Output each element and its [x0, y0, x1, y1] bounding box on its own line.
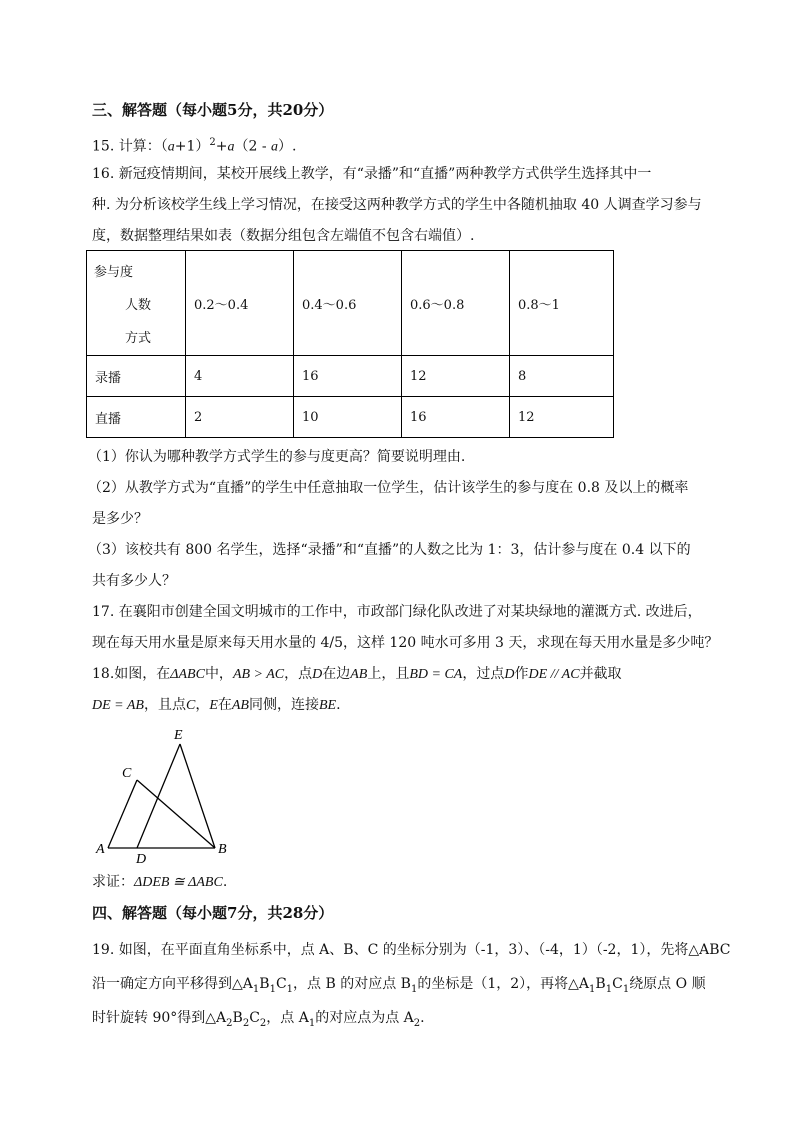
- row-label: 录播: [87, 356, 186, 397]
- col-header: 0.6～0.8: [402, 251, 510, 356]
- q18-text: ，过点: [462, 666, 505, 682]
- q18-text: 并截取: [579, 666, 622, 682]
- q18-point-d2: D: [504, 667, 515, 682]
- q17-line-2: 现在每天用水量是原来每天用水量的 4/5，这样 120 吨水可多用 3 天，求现在每天用水量是多少吨？: [92, 635, 719, 651]
- q16-sub-1: （1）你认为哪种教学方式学生的参与度更高？简要说明理由.: [88, 449, 466, 465]
- q16-line-1: 16. 新冠疫情期间，某校开展线上教学，有“录播”和“直播”两种教学方式供学生选择其中一: [92, 166, 652, 182]
- q18-seg-ab2: AB: [231, 698, 249, 713]
- proof-end: .: [222, 874, 228, 890]
- q16-line-2: 种. 为分析该校学生线上学习情况，在接受这两种教学方式的学生中各随机抽取 40 人调查学习参与: [92, 197, 702, 213]
- q16-sub-3b: 共有多少人？: [92, 573, 176, 589]
- q18-text: 18.如图，在: [92, 666, 171, 682]
- label-c: C: [122, 766, 132, 781]
- q18-condition-4: DE = AB: [92, 698, 144, 713]
- q18-condition-1: AB > AC: [232, 667, 285, 682]
- q18-condition-3: DE // AC: [528, 667, 580, 682]
- q15-part: +1）: [174, 138, 210, 155]
- proof-prefix: 求证：: [92, 874, 134, 890]
- q19-sub: 1: [605, 983, 613, 995]
- col-header: 0.2～0.4: [186, 251, 294, 356]
- q18-text: 作: [514, 666, 529, 682]
- q19-text: 的对应点为点 A: [315, 1010, 414, 1026]
- label-b: B: [218, 842, 227, 857]
- q18-text: ，点: [284, 666, 313, 682]
- q18-text: ，: [195, 697, 210, 713]
- q19-sub: 1: [308, 1017, 316, 1029]
- q15-var-a3: a: [271, 139, 279, 155]
- col-header: 0.8～1: [510, 251, 614, 356]
- header-count: 人数: [125, 298, 152, 313]
- q18-text: 同侧，连接: [248, 697, 319, 713]
- label-d: D: [136, 852, 147, 867]
- q19-text: 绕原点 O 顺: [629, 976, 706, 992]
- segment-de: [137, 744, 180, 848]
- q19-text: ，点 A: [266, 1010, 309, 1026]
- q18-seg-be: BE: [318, 698, 337, 713]
- q19-text: 沿一确定方向平移得到△A: [92, 976, 253, 992]
- q16-sub-2a: （2）从教学方式为“直播”的学生中任意抽取一位学生，估计该学生的参与度在 0.8 及以上的概率: [88, 480, 689, 496]
- q19-text: .: [420, 1010, 425, 1026]
- q16-line-3: 度，数据整理结果如表（数据分组包含左端值不包含右端值）.: [92, 228, 475, 244]
- label-e: E: [174, 728, 183, 743]
- q18-line-1: [92, 664, 622, 685]
- q18-text: 在: [217, 697, 232, 713]
- q18-point-c: C: [185, 698, 196, 713]
- q15-var-a2: a: [227, 139, 235, 155]
- table-row: [87, 397, 614, 438]
- q18-proof: [92, 872, 227, 893]
- table-cell: 10: [294, 397, 402, 438]
- q19-text: 的坐标是（1，2），再将△A: [417, 976, 590, 992]
- q19-sub: 1: [252, 983, 260, 995]
- question-15: [92, 133, 296, 158]
- q19-sub: 2: [226, 1017, 233, 1029]
- table-cell: 8: [510, 356, 614, 397]
- q18-point-d: D: [312, 667, 323, 682]
- header-participation: 参与度: [94, 265, 134, 280]
- q19-text: ，点 B 的对应点 B: [293, 976, 411, 992]
- q18-point-e: E: [209, 698, 218, 713]
- q19-line-2: 沿一确定方向平移得到$\triangle A_1B_1C_1$，点 B 的对应点 $B_1$的坐标是（1，2），再将$\triangle A_1B_1C_1$绕原点 O 顺: [92, 976, 706, 995]
- q19-sub: 1: [269, 983, 276, 995]
- q15-part2: （2 -: [234, 138, 272, 155]
- table-cell: 4: [186, 356, 294, 397]
- q16-sub-3a: （3）该校共有 800 名学生，选择“录播”和“直播”的人数之比为 1：3，估计参与度在 0.4 以下的: [88, 542, 691, 558]
- q18-text: ，且点: [143, 697, 186, 713]
- table-cell: 16: [402, 397, 510, 438]
- q18-text: 上，且: [367, 666, 410, 682]
- q19-sub: 1: [589, 983, 596, 995]
- q18-text: 中，: [204, 666, 233, 682]
- q17-line-1: 17. 在襄阳市创建全国文明城市的工作中，市政部门绿化队改进了对某块绿地的灌溉方式. 改进后，: [92, 604, 702, 620]
- triangle-figure: [90, 722, 250, 867]
- table-cell: 2: [186, 397, 294, 438]
- q18-triangle-abc: ΔABC: [170, 667, 205, 682]
- q19-sub: 2: [259, 1017, 267, 1029]
- q16-sub-2b: 是多少？: [92, 511, 148, 527]
- q15-prefix: 15. 计算：（: [92, 138, 168, 155]
- label-a: A: [96, 842, 105, 857]
- section-3-heading: 三、解答题（每小题5分，共20分）: [92, 101, 334, 119]
- q19-sub: 1: [410, 983, 418, 995]
- col-header: 0.4～0.6: [294, 251, 402, 356]
- row-label: 直播: [87, 397, 186, 438]
- q19-line-1: 19. 如图，在平面直角坐标系中，点 A、B、C 的坐标分别为（-1，3）、（-4，1）（-2，1），先将△ABC: [92, 942, 731, 958]
- q19-sub: 1: [622, 983, 630, 995]
- table-cell: 12: [510, 397, 614, 438]
- segment-ac: [108, 780, 137, 848]
- participation-table: [86, 250, 614, 438]
- header-method: 方式: [125, 331, 152, 346]
- q19-text: 时针旋转 90°得到△A: [92, 1010, 227, 1026]
- q18-condition-2: BD = CA: [409, 667, 463, 682]
- q19-sub: 1: [286, 983, 294, 995]
- q19-line-3: 时针旋转 90°得到$\triangle A_2B_2C_2$，点 $A_1$的对应点为点 $A_2$.: [92, 1010, 425, 1029]
- table-cell: 12: [402, 356, 510, 397]
- table-header-corner: [87, 251, 186, 356]
- proof-statement: ΔDEB ≅ ΔABC: [134, 875, 223, 890]
- q18-seg-ab: AB: [350, 667, 368, 682]
- q15-end: ）.: [278, 138, 297, 155]
- table-row: [87, 356, 614, 397]
- table-cell: 16: [294, 356, 402, 397]
- q19-sub: 2: [242, 1017, 250, 1029]
- q15-plus: +: [215, 138, 228, 155]
- section-4-heading: 四、解答题（每小题7分，共28分）: [92, 904, 334, 922]
- q18-line-2: [92, 695, 341, 716]
- q18-text: .: [336, 697, 341, 713]
- q15-exponent: 2: [209, 137, 216, 148]
- q15-var-a: a: [167, 139, 175, 155]
- q19-sub: 2: [413, 1017, 421, 1029]
- q18-text: 在边: [322, 666, 351, 682]
